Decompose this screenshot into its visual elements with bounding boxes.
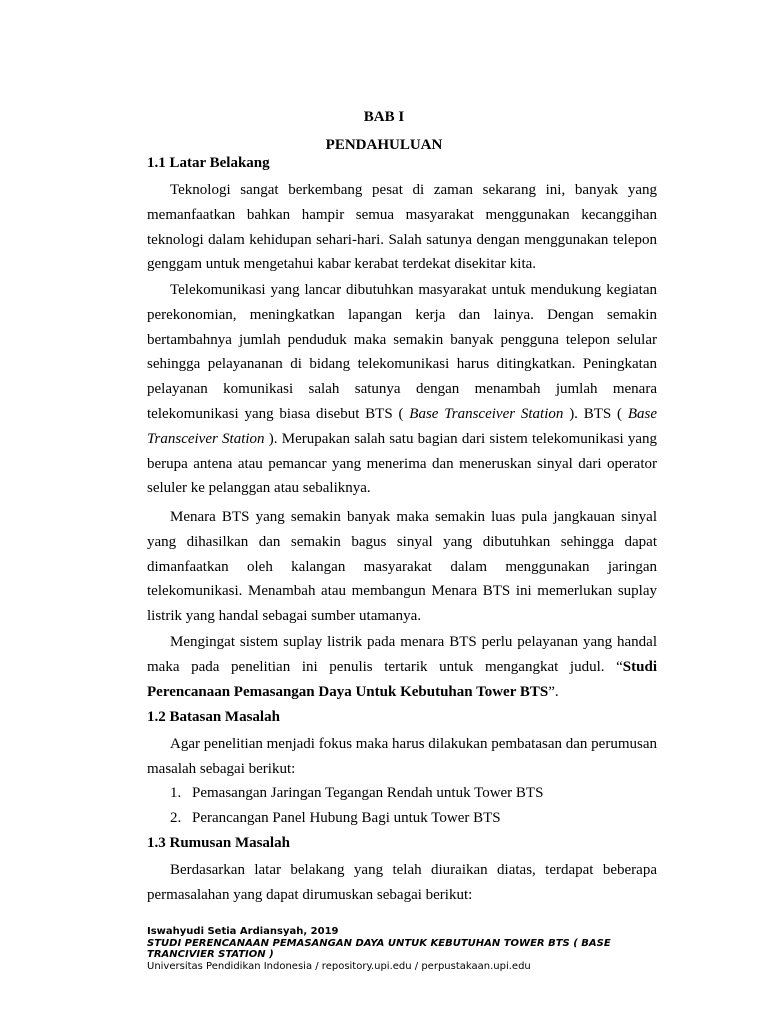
term-bts-1: Base Transceiver Station: [409, 405, 564, 422]
paragraph-4: Mengingat sistem suplay listrik pada menara BTS perlu pelayanan yang handal maka pada penelitian ini penulis tertarik untuk mengangkat judul. “Studi Perencanaan Pemasangan Daya Untuk Kebutuhan Tower BTS”.: [147, 634, 657, 700]
chapter-title: PENDAHULUAN: [325, 137, 443, 153]
footer-title: STUDI PERENCANAAN PEMASANGAN DAYA UNTUK KEBUTUHAN TOWER BTS ( BASE TRANCIVIER STATION ): [147, 937, 611, 960]
paragraph-6: Berdasarkan latar belakang yang telah diuraikan diatas, terdapat beberapa permasalahan yang dapat dirumuskan sebagai berikut:: [147, 862, 657, 903]
thesis-title: Studi Perencanaan Pemasangan Daya Untuk Kebutuhan Tower BTS: [147, 658, 657, 700]
chapter-number: BAB I: [363, 109, 405, 125]
paragraph-5: Agar penelitian menjadi fokus maka harus dilakukan pembatasan dan perumusan masalah sebagai berikut:: [147, 736, 657, 777]
footer-source: Universitas Pendidikan Indonesia / repository.upi.edu / perpustakaan.upi.edu: [147, 960, 531, 972]
footer-author: Iswahyudi Setia Ardiansyah, 2019: [147, 926, 339, 937]
paragraph-1: Teknologi sangat berkembang pesat di zaman sekarang ini, banyak yang memanfaatkan bahkan hampir semua masyarakat menggunakan kecanggihan teknologi dalam kehidupan sehari-hari. Salah satunya dengan menggunakan telepon genggam untuk mengetahui kabar kerabat terdekat disekitar kita.: [147, 182, 657, 273]
term-bts-2: Base Transceiver Station: [147, 405, 658, 447]
page-footer: [147, 926, 617, 972]
section-heading-batasan-masalah: 1.2 Batasan Masalah: [147, 709, 280, 725]
paragraph-3: Menara BTS yang semakin banyak maka semakin luas pula jangkauan sinyal yang dihasilkan dan semakin bagus sinyal yang dibutuhkan sehingga dapat dimanfaatkan oleh kalangan masyarakat dalam menggunakan jaringan telekomunikasi. Menambah atau membangun Menara BTS ini memerlukan suplay listrik yang handal sebagai sumber utamanya.: [147, 509, 657, 625]
paragraph-2: Telekomunikasi yang lancar dibutuhkan masyarakat untuk mendukung kegiatan perekonomian, meningkatkan lapangan kerja dan lainya. Dengan semakin bertambahnya jumlah penduduk maka semakin banyak pengguna telepon selular sehingga pelayananan di bidang telekomunikasi harus ditingkatkan. Peningkatan pelayanan komunikasi salah satunya dengan menambah jumlah menara telekomunikasi yang biasa disebut BTS ( Base Transceiver Station ). BTS ( Base Transceiver Station ). Merupakan salah satu bagian dari sistem telekomunikasi yang berupa antena atau pemancar yang menerima dan meneruskan sinyal dari operator seluler ke pelanggan atau sebaliknya.: [147, 282, 658, 497]
section-heading-latar-belakang: 1.1 Latar Belakang: [147, 155, 270, 171]
list-item: 1. Pemasangan Jaringan Tegangan Rendah untuk Tower BTS: [170, 785, 544, 801]
section-heading-rumusan-masalah: 1.3 Rumusan Masalah: [147, 835, 290, 851]
list-item: 2. Perancangan Panel Hubung Bagi untuk Tower BTS: [170, 810, 501, 826]
